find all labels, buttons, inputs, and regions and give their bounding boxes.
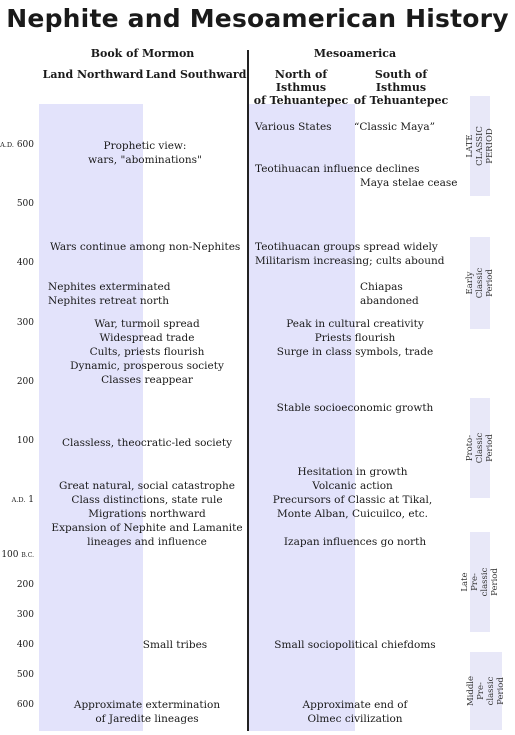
year-label: [0, 495, 34, 505]
event-small-tribes: Small tribes: [142, 639, 208, 651]
event-great-catastrophe: Great natural, social catastrophe Class distinctions, state rule Migrations northward Expansion of Nephite and Lamanite lineages and influence: [51, 480, 243, 548]
event-prophetic-view: Prophetic view: wars, "abominations": [88, 140, 202, 166]
era-prefix: A.D.: [11, 496, 26, 504]
event-various-states: Various States: [255, 121, 332, 133]
year-value: 1: [28, 495, 34, 505]
mesoamerica-band: [249, 104, 355, 731]
event-maya-stelae-cease: Maya stelae cease: [360, 177, 458, 189]
event-teotihuacan-declines: Teotihuacan influence declines: [255, 163, 420, 175]
header-land-northward: Land Northward: [42, 68, 144, 81]
event-stable-growth: Stable socioeconomic growth: [276, 402, 434, 414]
header-land-southward: Land Southward: [145, 68, 247, 81]
year-label: [0, 140, 34, 150]
period-label: Early Classic Period: [465, 267, 495, 299]
event-chiapas-abandoned: Chiapas abandoned: [360, 281, 419, 307]
year-label: 200: [16, 580, 34, 590]
year-label: 600: [16, 700, 34, 710]
year-label: 500: [16, 670, 34, 680]
period-late-classic: [465, 96, 495, 196]
period-late-preclassic: [460, 532, 500, 632]
event-small-chiefdoms: Small sociopolitical chiefdoms: [274, 639, 436, 651]
year-value: 600: [16, 140, 34, 150]
period-label: Proto-Classic Period: [465, 432, 495, 464]
year-label: 500: [16, 199, 34, 209]
year-value: 100: [1, 550, 19, 560]
header-north-isthmus: North of Isthmus of Tehuantepec: [253, 68, 349, 107]
header-south-isthmus: South of Isthmus of Tehuantepec: [353, 68, 449, 107]
event-wars-continue: Wars continue among non-Nephites: [50, 241, 241, 253]
book-of-mormon-band: [39, 104, 143, 731]
event-classless-society: Classless, theocratic-led society: [61, 437, 233, 449]
period-label: Late Pre-classic Period: [460, 567, 500, 597]
event-teotihuacan-spread: Teotihuacan groups spread widely Militarism increasing; cults abound: [255, 241, 445, 267]
event-jaredite-extermination: Approximate extermination of Jaredite lineages: [73, 699, 221, 725]
center-divider: [247, 50, 249, 731]
period-middle-preclassic: [466, 652, 506, 730]
event-izapan-influences: Izapan influences go north: [283, 536, 427, 548]
event-olmec-end: Approximate end of Olmec civilization: [302, 699, 408, 725]
year-label: [0, 550, 34, 560]
period-label: Middle Pre-classic Period: [466, 675, 506, 707]
event-hesitation-growth: Hesitation in growth Volcanic action Precursors of Classic at Tikal, Monte Alban, Cuicuilco, etc.: [272, 466, 433, 520]
event-war-turmoil: War, turmoil spread Widespread trade Cults, priests flourish Dynamic, prosperous society Classes reappear: [70, 318, 224, 386]
period-proto-classic: [465, 398, 495, 498]
header-mesoamerica: Mesoamerica: [313, 47, 397, 60]
period-label: LATE CLASSIC PERIOD: [465, 126, 495, 166]
year-label: 100: [16, 436, 34, 446]
year-label: 400: [16, 258, 34, 268]
page-title: Nephite and Mesoamerican History: [6, 4, 509, 33]
period-early-classic: [465, 237, 495, 329]
year-label: 300: [16, 318, 34, 328]
event-nephites-exterminated: Nephites exterminated Nephites retreat north: [48, 281, 171, 307]
event-classic-maya: “Classic Maya”: [354, 121, 435, 133]
event-peak-creativity: Peak in cultural creativity Priests flourish Surge in class symbols, trade: [276, 318, 434, 358]
year-label: 200: [16, 377, 34, 387]
header-book-of-mormon: Book of Mormon: [90, 47, 195, 60]
year-label: 300: [16, 610, 34, 620]
era-prefix: A.D.: [0, 141, 14, 149]
era-suffix: B.C.: [21, 552, 34, 559]
year-label: 400: [16, 640, 34, 650]
